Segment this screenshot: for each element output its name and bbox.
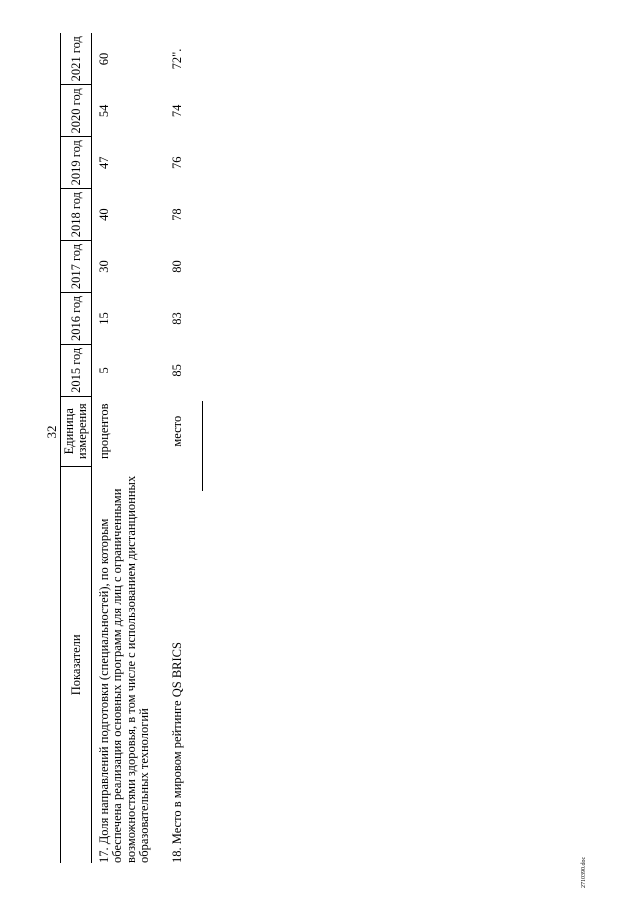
- header-year: 2021 год: [61, 33, 92, 85]
- value-cell: 15: [97, 312, 111, 325]
- value-cell: 5: [97, 367, 111, 374]
- value-cell: 60: [97, 52, 111, 66]
- header-year: 2017 год: [61, 241, 92, 293]
- rotated-page-content: [44, 33, 284, 863]
- header-year: 2015 год: [61, 344, 92, 396]
- footnote-separator-line: [202, 401, 203, 491]
- value-cell: 72".: [170, 48, 185, 70]
- unit-cell: место: [170, 415, 185, 447]
- indicator-cell: 17. Доля направлений подготовки (специальностей), по которым обеспечена реализация основных программ для лиц с ограниченными возможностями здоровья, в том числе с использованием дистанционных образовательных технологий: [97, 475, 151, 863]
- document-code: 2710390.doc: [581, 856, 587, 888]
- page-number: 32: [44, 425, 59, 439]
- indicators-table: [60, 33, 196, 863]
- table-header-row: [61, 33, 92, 863]
- value-cell: 80: [170, 260, 185, 273]
- value-cell: 85: [170, 364, 185, 377]
- value-cell: 30: [97, 260, 111, 273]
- header-year: 2018 год: [61, 189, 92, 241]
- table-row: [92, 33, 164, 863]
- indicator-cell: 18. Место в мировом рейтинге QS BRICS: [170, 642, 185, 863]
- value-cell: 83: [170, 312, 185, 325]
- value-cell: 78: [170, 208, 185, 221]
- header-year: 2020 год: [61, 85, 92, 137]
- table-row: [163, 33, 196, 863]
- value-cell: 40: [97, 208, 111, 221]
- value-cell: 54: [97, 104, 111, 118]
- header-year: 2016 год: [61, 292, 92, 344]
- header-unit: Единица измерения: [61, 396, 92, 466]
- value-cell: 76: [170, 156, 185, 170]
- unit-cell: процентов: [97, 403, 111, 460]
- value-cell: 47: [97, 156, 111, 170]
- value-cell: 74: [170, 104, 185, 118]
- header-indicators: Показатели: [61, 466, 92, 863]
- header-year: 2019 год: [61, 137, 92, 189]
